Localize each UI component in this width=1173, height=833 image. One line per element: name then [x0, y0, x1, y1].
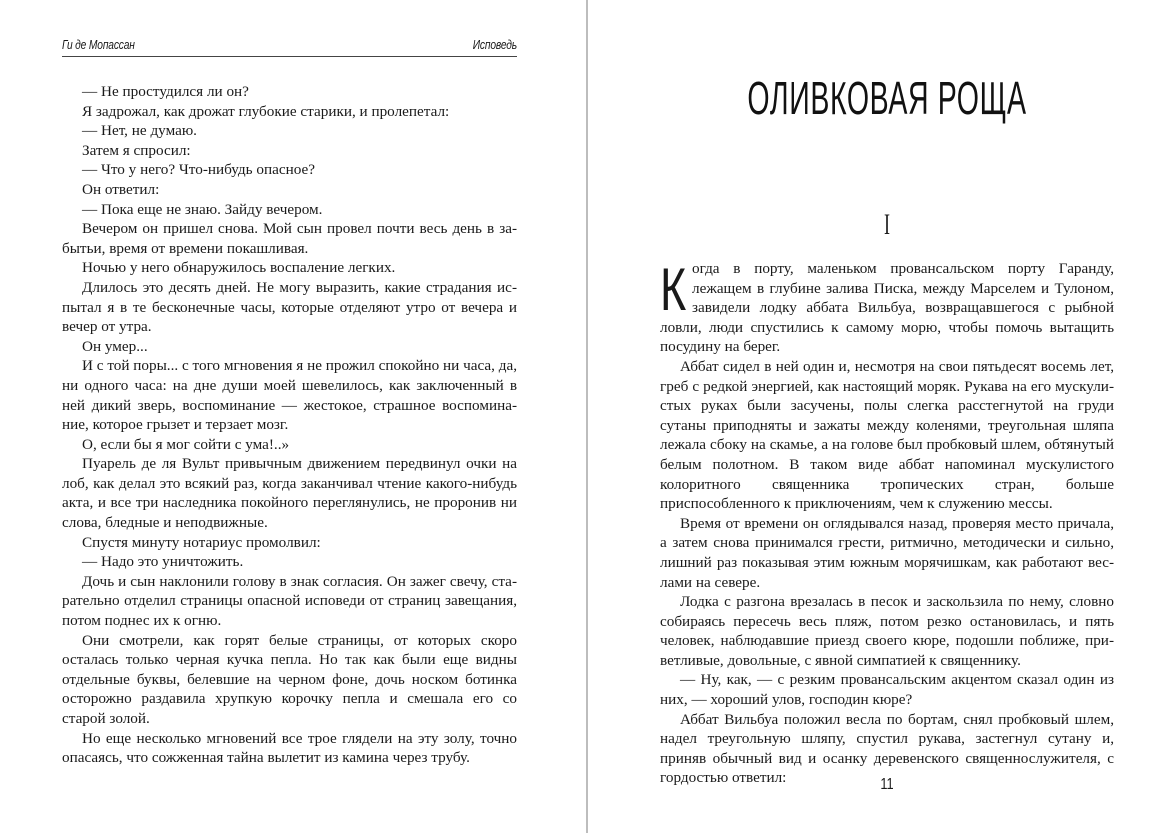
paragraph: Ночью у него обнаружилось воспаление легких.	[82, 259, 396, 277]
paragraph: Спустя минуту нотариус промолвил:	[82, 533, 321, 551]
chapter-number: I	[884, 208, 890, 241]
right-page-text	[660, 256, 1114, 788]
paragraph: Он умер...	[82, 337, 148, 355]
paragraph: Я задрожал, как дрожат глубокие старики, и пролепетал:	[82, 102, 450, 120]
paragraph: Но еще несколько мгновений все трое глядели на эту золу, точно опасаясь, что сожженная тайна вылетит из камина через трубу.	[62, 729, 517, 767]
paragraph: Аббат Вильбуа положил весла по бортам, снял пробковый шлем, надел треугольную шляпу, спустил рукава, застегнул сутану и, приняв обычный вид и осанку деревенского священнослужителя, с гордостью ответил:	[660, 710, 1114, 787]
paragraph: Время от времени он оглядывался назад, проверяя место причала, а затем снова принимался грести, ритмично, методически и сильно, лишний раз показывая этим южным морячишкам, как работают веслами на севере.	[660, 514, 1114, 591]
paragraph: Длилось это десять дней. Не могу выразить, какие страдания испытал я в те бесконечные часы, которые отделяют утро от вечера и вечер от утра.	[62, 278, 517, 336]
paragraph: — Что у него? Что-нибудь опасное?	[82, 161, 315, 179]
paragraph: И с той поры... с того мгновения я не прожил спокойно ни часа, да, ни одного часа: на дне души моей шевелилось, как заключенный в ней дикий зверь, воспоминание — жестокое, страшное воспоминание, которое грызет и терзает мозг.	[62, 357, 517, 434]
paragraph: — Нет, не думаю.	[82, 122, 197, 140]
first-paragraph	[660, 256, 1114, 357]
left-page-text	[62, 82, 517, 768]
first-paragraph-text: огда в порту, маленьком провансальском порту Гаранду, лежащем в глубине залива Писка, между Марселем и Тулоном, завидели лодку аббата Вильбуа, возвращавшегося с рыбной ловли, люди спустились к самому морю, чтобы помочь вытащить посудину на берег.	[660, 260, 1114, 356]
paragraph: О, если бы я мог сойти с ума!..»	[82, 435, 290, 453]
paragraph: — Надо это уничтожить.	[82, 553, 244, 571]
page-number: 11	[880, 776, 894, 793]
paragraph: Они смотрели, как горят белые страницы, от которых скоро осталась только черная кучка пепла. Но так как были еще видны отдельные буквы, белевшие на черном фоне, дочь носком ботинка осторожно раздавила хрупкую корочку пепла и смешала его со старой золой.	[62, 631, 517, 727]
paragraph: Вечером он пришел снова. Мой сын провел почти весь день в забытьи, время от времени покашливая.	[62, 220, 517, 257]
paragraph: Лодка с разгона врезалась в песок и заскользила по нему, словно собираясь пересечь весь пляж, потом резко остановилась, и пять человек, наблюдавшие приезд своего кюре, подошли поближе, приветливые, довольные, с явной симпатией к священнику.	[660, 593, 1114, 669]
drop-cap: К	[660, 256, 687, 323]
running-head-work: Исповедь	[472, 38, 517, 52]
paragraph: — Ну, как, — с резким провансальским акцентом сказал один из них, — хороший улов, господин кюре?	[660, 671, 1114, 709]
chapter-title: ОЛИВКОВАЯ РОЩА	[747, 72, 1027, 124]
paragraph: Затем я спросил:	[82, 141, 191, 159]
running-head-author: Ги де Мопассан	[62, 38, 135, 52]
paragraph: Пуарель де ля Вульт привычным движением передвинул очки на лоб, как делал это всякий раз, когда заканчивал чтение какого-нибудь акта, и все три наследника покойного переглянулись, не проронив ни слова, бледные и неподвижные.	[62, 455, 517, 532]
paragraph: Аббат сидел в ней один и, несмотря на свои пятьдесят восемь лет, греб с редкой энергией, как настоящий моряк. Рукава на его мускулистых руках были засучены, полы слегка расстегнутой на груди сутаны приподняты и зажаты между коленями, треугольная шляпа лежала сбоку на скамье, а на голове был пробковый шлем, обтянутый белым полотном. В таком виде аббат напоминал мускулистого колоритного священника тропических стран, больше приспособленного к приключениям, чем к служению мессы.	[660, 357, 1114, 513]
paragraph: Он ответил:	[82, 180, 160, 198]
running-head	[62, 37, 517, 57]
paragraph: — Пока еще не знаю. Зайду вечером.	[82, 200, 323, 218]
paragraph: Дочь и сын наклонили голову в знак согласия. Он зажег свечу, старательно отделил страницы опасной исповеди от страниц завещания, потом поднес их к огню.	[62, 572, 517, 630]
paragraph: — Не простудился ли он?	[82, 83, 249, 100]
